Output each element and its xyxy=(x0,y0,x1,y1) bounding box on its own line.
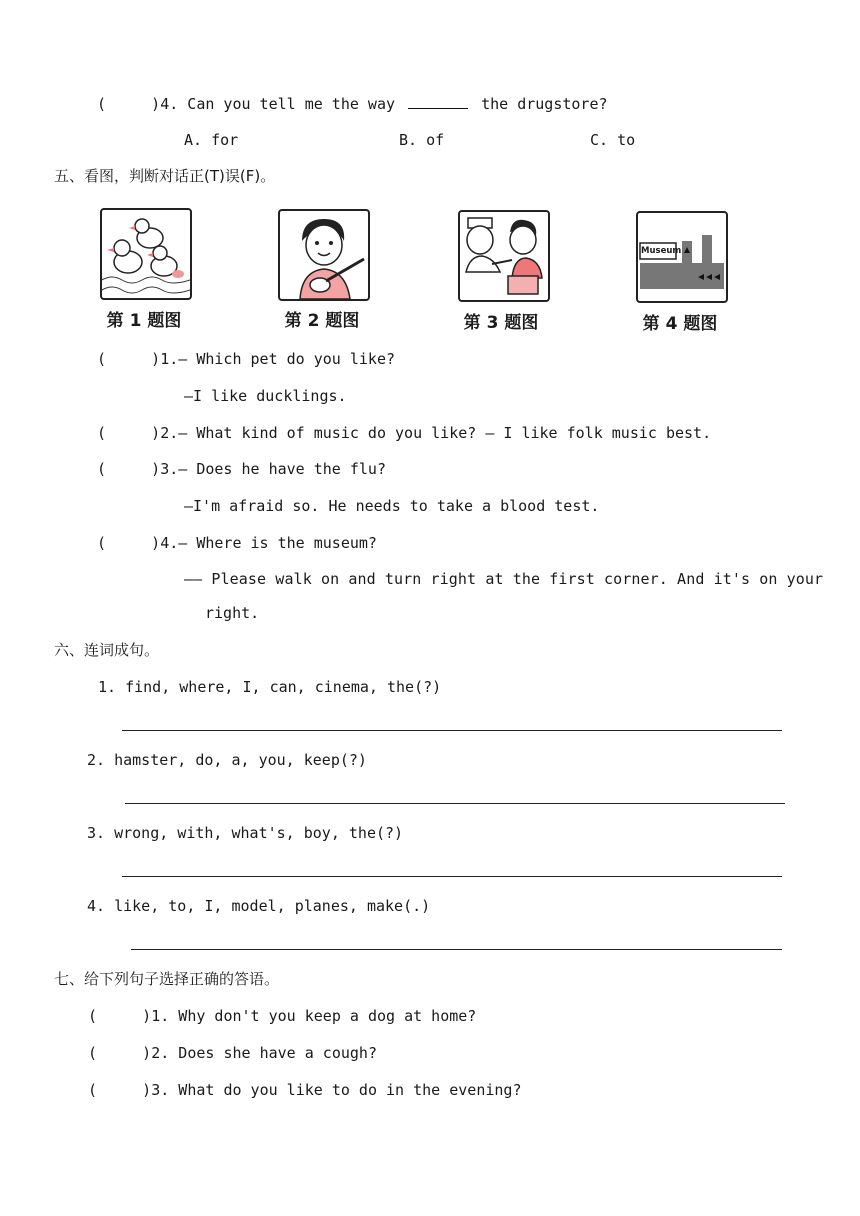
question-text: 2. Does she have a cough? xyxy=(151,1044,377,1062)
option-b[interactable]: B. of xyxy=(399,131,445,149)
question-7-1 xyxy=(88,1006,476,1026)
picture-3-doctor xyxy=(458,210,550,302)
question-5-2 xyxy=(97,423,711,443)
section-heading-6: 六、连词成句。 xyxy=(54,641,160,659)
question-5-3 xyxy=(97,459,386,479)
picture-caption-4: 第 4 题图 xyxy=(642,314,718,334)
fill-in-blank[interactable] xyxy=(408,93,468,109)
answer-paren: ( ) xyxy=(97,95,161,113)
question-text: 4. Can you tell me the way xyxy=(160,95,396,113)
section-heading-7: 七、给下列句子选择正确的答语。 xyxy=(54,970,280,988)
museum-sign-label: Museum xyxy=(641,246,682,256)
museum-map-icon xyxy=(638,213,726,301)
answer-line-continued: right. xyxy=(205,604,260,622)
question-text-end: the drugstore? xyxy=(481,95,608,113)
question-line: 2.— What kind of music do you like? — I like folk music best. xyxy=(160,424,712,442)
answer-paren[interactable]: ( ) xyxy=(97,534,161,552)
picture-caption-2: 第 2 题图 xyxy=(284,311,360,331)
answer-line-1[interactable] xyxy=(122,730,782,731)
question-line: 1.— Which pet do you like? xyxy=(160,350,396,368)
option-a[interactable]: A. for xyxy=(184,131,239,149)
answer-line-2[interactable] xyxy=(125,803,785,804)
picture-caption-3: 第 3 题图 xyxy=(463,313,539,333)
option-c[interactable]: C. to xyxy=(590,131,636,149)
question-5-4 xyxy=(97,533,377,553)
answer-paren[interactable]: ( ) xyxy=(97,460,161,478)
guitar-icon xyxy=(280,211,368,299)
answer-paren[interactable]: ( ) xyxy=(88,1044,152,1062)
picture-caption-1: 第 1 题图 xyxy=(106,311,182,331)
question-7-3 xyxy=(88,1080,521,1100)
scramble-item-4: 4. like, to, I, model, planes, make(.) xyxy=(87,897,431,915)
picture-4-museum-map xyxy=(636,211,728,303)
question-text: 1. Why don't you keep a dog at home? xyxy=(151,1007,477,1025)
answer-line-3[interactable] xyxy=(122,876,782,877)
answer-paren[interactable]: ( ) xyxy=(88,1007,152,1025)
question-5-1 xyxy=(97,349,395,369)
answer-line: —— Please walk on and turn right at the first corner. And it's on your xyxy=(184,570,824,588)
section-heading-5: 五、看图，判断对话正(T)误(F)。 xyxy=(54,167,276,185)
answer-line: —I'm afraid so. He needs to take a blood test. xyxy=(184,497,600,515)
question-4-4 xyxy=(97,93,608,114)
picture-2-boy-guitar xyxy=(278,209,370,301)
answer-line-4[interactable] xyxy=(131,949,782,950)
scramble-item-2: 2. hamster, do, a, you, keep(?) xyxy=(87,751,367,769)
question-line: 4.— Where is the museum? xyxy=(160,534,377,552)
answer-paren[interactable]: ( ) xyxy=(88,1081,152,1099)
scramble-item-3: 3. wrong, with, what's, boy, the(?) xyxy=(87,824,404,842)
ducklings-icon xyxy=(102,210,190,298)
answer-paren[interactable]: ( ) xyxy=(97,424,161,442)
answer-line: —I like ducklings. xyxy=(184,387,347,405)
picture-1-ducklings xyxy=(100,208,192,300)
answer-paren[interactable]: ( ) xyxy=(97,350,161,368)
doctor-icon xyxy=(460,212,548,300)
scramble-item-1: 1. find, where, I, can, cinema, the(?) xyxy=(98,678,442,696)
question-line: 3.— Does he have the flu? xyxy=(160,460,386,478)
question-7-2 xyxy=(88,1043,377,1063)
question-text: 3. What do you like to do in the evening? xyxy=(151,1081,522,1099)
